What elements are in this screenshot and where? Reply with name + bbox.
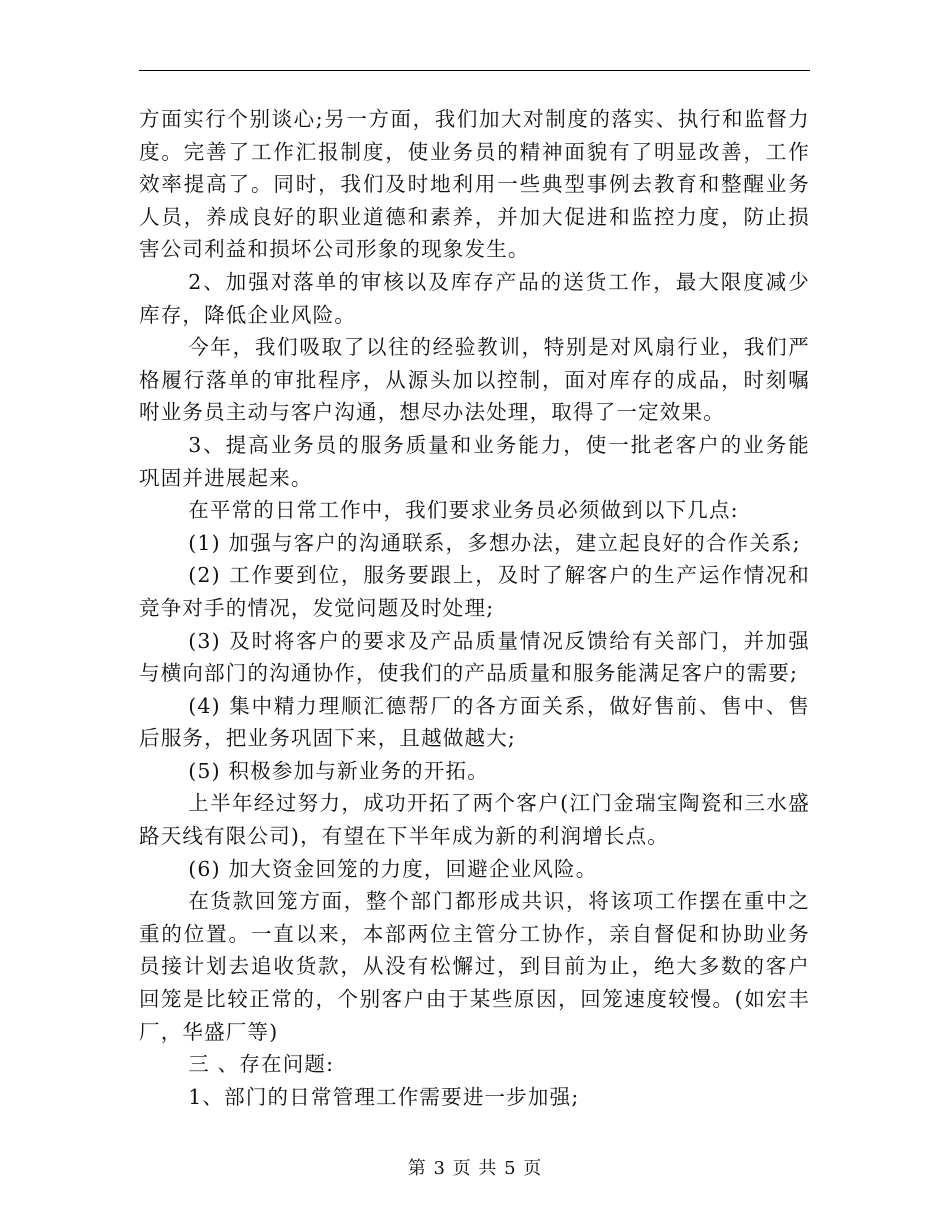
list-item: (3) 及时将客户的要求及产品质量情况反馈给有关部门，并加强与横向部门的沟通协作，使我们的产品质量和服务能满足客户的需要; [139,628,810,686]
paragraph: 1、部门的日常管理工作需要进一步加强; [188,1084,580,1109]
header-rule [139,70,810,71]
paragraph: 在货款回笼方面，整个部门都形成共识，将该项工作摆在重中之重的位置。一直以来，本部两位主管分工协作，亲自督促和协助业务员接计划去追收货款，从没有松懈过，到目前为止，绝大多数的客户回笼是比较正常的，个别客户由于某些原因，回笼速度较慢。(如宏丰厂，华盛厂等) [139,889,810,1044]
paragraph: 3、提高业务员的服务质量和业务能力，使一批老客户的业务能巩固并进展起来。 [139,432,810,490]
list-item: (2) 工作要到位，服务要跟上，及时了解客户的生产运作情况和竞争对手的情况，发觉问题及时处理; [139,563,810,620]
list-item: (4) 集中精力理顺汇德帮厂的各方面关系，做好售前、售中、售后服务，把业务巩固下来，且越做越大; [139,693,810,751]
paragraph: 今年，我们吸取了以往的经验教训，特别是对风扇行业，我们严格履行落单的审批程序，从源头加以控制，面对库存的成品，时刻嘱咐业务员主动与客户沟通，想尽办法处理，取得了一定效果。 [139,335,810,425]
list-item: (6) 加大资金回笼的力度，回避企业风险。 [188,856,598,881]
page-number-footer: 第 3 页 共 5 页 [407,1158,543,1179]
paragraph: 在平常的日常工作中，我们要求业务员必须做到以下几点: [188,498,739,523]
list-item: (1) 加强与客户的沟通联系，多想办法，建立起良好的合作关系; [188,530,801,555]
document-body [139,103,810,1113]
paragraph: 上半年经过努力，成功开拓了两个客户(江门金瑞宝陶瓷和三水盛路天线有限公司)，有望在下半年成为新的利润增长点。 [139,791,810,849]
section-heading: 三 、存在问题: [188,1052,335,1077]
paragraph: 2、加强对落单的审核以及库存产品的送货工作，最大限度减少库存，降低企业风险。 [139,269,810,327]
list-item: (5) 积极参加与新业务的开拓。 [188,758,489,783]
paragraph: 方面实行个别谈心;另一方面，我们加大对制度的落实、执行和监督力度。完善了工作汇报制度，使业务员的精神面貌有了明显改善，工作效率提高了。同时，我们及时地利用一些典型事例去教育和整醒业务人员，养成良好的职业道德和素养，并加大促进和监控力度，防止损害公司利益和损坏公司形象的现象发生。 [139,107,810,262]
